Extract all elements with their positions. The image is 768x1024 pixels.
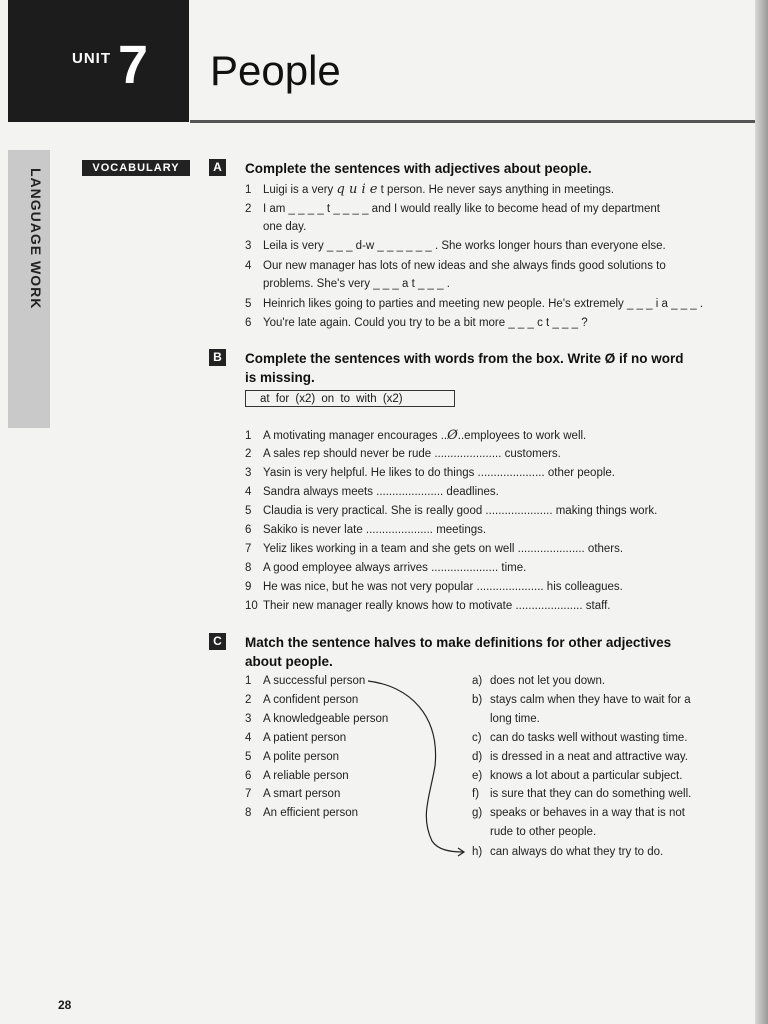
word-box: at for (x2) on to with (x2) <box>245 390 455 407</box>
handwritten-match-line <box>360 676 470 858</box>
handwritten-answer: q u i e <box>336 182 378 197</box>
list-item: 4 Sandra always meets ..................... deadlines. <box>245 486 499 498</box>
list-item: 2 A sales rep should never be rude ..................... customers. <box>245 448 561 460</box>
section-c-badge: C <box>209 633 226 650</box>
unit-header-block <box>8 0 189 122</box>
list-item: b) stays calm when they have to wait for a <box>472 694 691 706</box>
list-item: problems. She's very _ _ _ a t _ _ _ . <box>263 278 450 290</box>
list-item: 3 A knowledgeable person <box>245 713 389 725</box>
section-a-title: Complete the sentences with adjectives about people. <box>245 161 592 176</box>
list-item: 10 Their new manager really knows how to motivate ..................... staff. <box>245 600 611 612</box>
list-item: 5 Heinrich likes going to parties and meeting new people. He's extremely _ _ _ i a _ _ _ . <box>245 298 704 310</box>
list-item: 6 A reliable person <box>245 770 349 782</box>
list-item: 6 You're late again. Could you try to be a bit more _ _ _ c t _ _ _ ? <box>245 317 588 329</box>
list-item: 8 A good employee always arrives ..................... time. <box>245 562 527 574</box>
page-number: 28 <box>58 998 72 1012</box>
unit-label: UNIT <box>72 50 111 67</box>
section-c-title: Match the sentence halves to make definitions for other adjectives about people. <box>245 635 672 669</box>
section-b-badge: B <box>209 349 226 366</box>
list-item: rude to other people. <box>490 826 597 838</box>
list-item: 2 I am _ _ _ _ t _ _ _ _ and I would really like to become head of my department <box>245 203 660 215</box>
list-item: a) does not let you down. <box>472 675 606 687</box>
list-item: 4 Our new manager has lots of new ideas and she always finds good solutions to <box>245 260 666 272</box>
list-item: 8 An efficient person <box>245 807 359 819</box>
list-item: 9 He was nice, but he was not very popular ..................... his colleagues. <box>245 581 623 593</box>
list-item: 4 A patient person <box>245 732 347 744</box>
list-item: 7 Yeliz likes working in a team and she gets on well ..................... others. <box>245 543 624 555</box>
list-item: 3 Leila is very _ _ _ d-w _ _ _ _ _ _ . She works longer hours than everyone else. <box>245 240 666 252</box>
list-item: c) can do tasks well without wasting time. <box>472 732 688 744</box>
page-title: People <box>210 47 341 94</box>
unit-number: 7 <box>118 35 149 95</box>
list-item: 6 Sakiko is never late ..................... meetings. <box>245 524 487 536</box>
list-item: 1 Luigi is a very q u i e t person. He never says anything in meetings. <box>245 182 614 197</box>
handwritten-answer: Ø <box>447 428 458 443</box>
list-item: f) is sure that they can do something well. <box>472 788 692 800</box>
list-item: h) can always do what they try to do. <box>472 846 664 858</box>
list-item: 1 A motivating manager encourages ..Ø..employees to work well. <box>245 428 587 443</box>
list-item: 5 Claudia is very practical. She is really good ..................... making things work. <box>245 505 658 517</box>
section-b-title: Complete the sentences with words from the box. Write Ø if no word is missing. <box>245 351 684 385</box>
list-item: 7 A smart person <box>245 788 341 800</box>
list-item: e) knows a lot about a particular subject. <box>472 770 683 782</box>
list-item: 5 A polite person <box>245 751 340 763</box>
list-item: long time. <box>490 713 540 725</box>
list-item: 3 Yasin is very helpful. He likes to do things ..................... other people. <box>245 467 615 479</box>
list-item: g) speaks or behaves in a way that is not <box>472 807 685 819</box>
section-a-badge: A <box>209 159 226 176</box>
list-item: 2 A confident person <box>245 694 359 706</box>
list-item: d) is dressed in a neat and attractive way. <box>472 751 688 763</box>
list-item: 1 A successful person <box>245 675 366 687</box>
side-tab-label: LANGUAGE WORK <box>28 168 44 310</box>
vocabulary-tag: VOCABULARY <box>82 160 190 176</box>
header-rule <box>190 120 755 123</box>
list-item: one day. <box>263 221 307 233</box>
scan-edge-shadow <box>755 0 768 1024</box>
